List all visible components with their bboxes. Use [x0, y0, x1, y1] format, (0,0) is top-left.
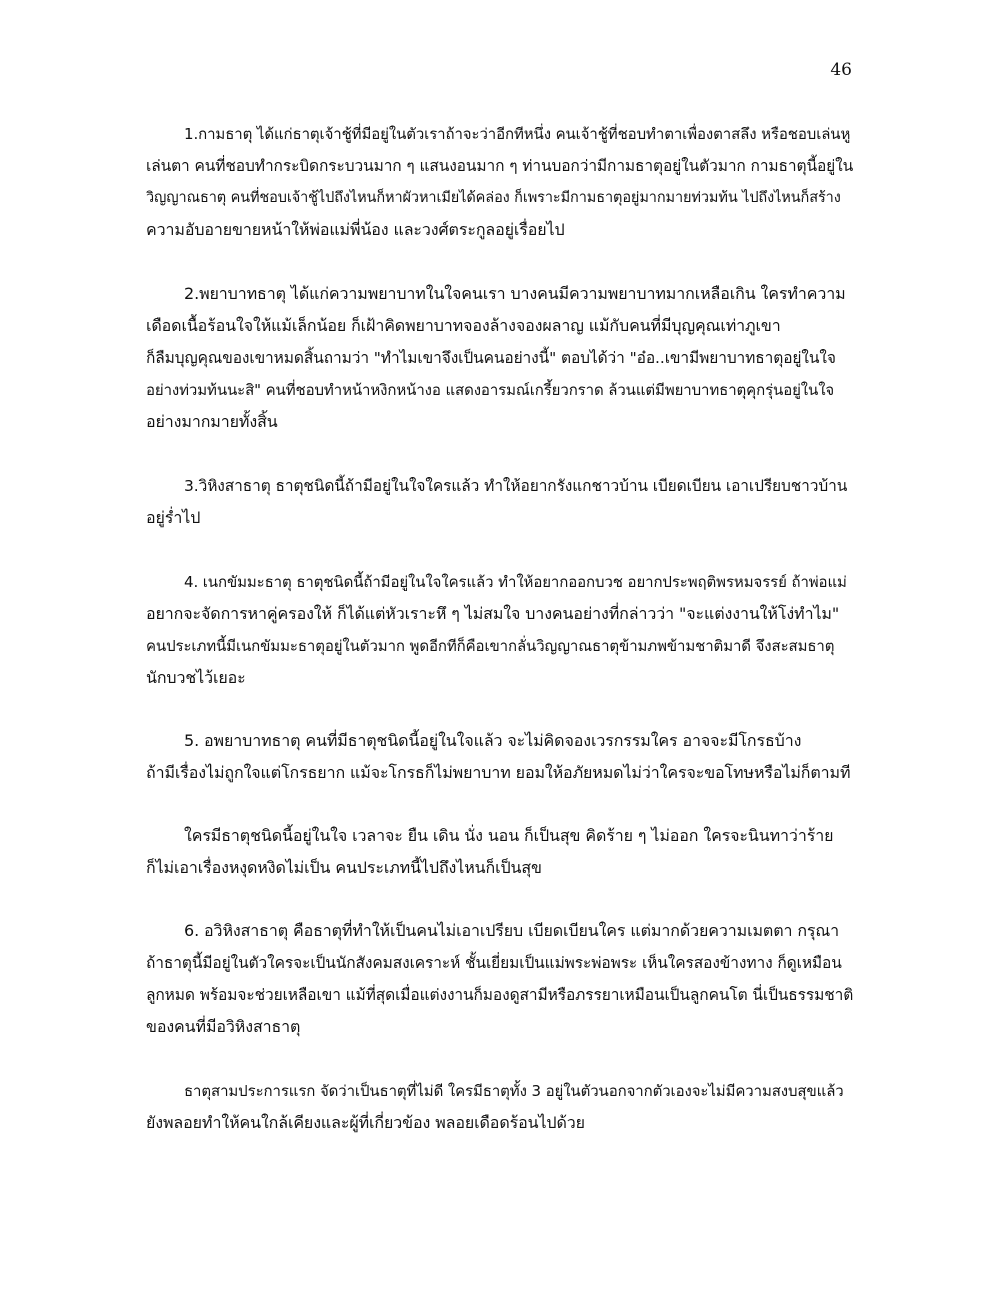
text-line: ก็ไม่เอาเรื่องหงุดหงิดไม่เป็น คนประเภทนี้ไปถึงไหนก็เป็นสุข: [146, 858, 542, 877]
text-line: อยู่ร่ำไป: [146, 508, 201, 527]
text-line: 2.พยาบาทธาตุ ได้แก่ความพยาบาทในใจคนเรา บางคนมีความพยาบาทมากเหลือเกิน ใครทำความ: [184, 284, 846, 303]
text-line: 1.กามธาตุ ได้แก่ธาตุเจ้าชู้ที่มีอยู่ในตัวเราถ้าจะว่าอีกทีหนึ่ง คนเจ้าชู้ที่ชอบทำตาเพื่องตาสลึง หรือชอบเล่นหู: [184, 125, 851, 143]
text-line: 6. อวิหิงสาธาตุ คือธาตุที่ทำให้เป็นคนไม่เอาเปรียบ เบียดเบียนใคร แต่มากด้วยความเมตตา กรุณา: [184, 921, 840, 940]
paragraph-apayabat-continued: [146, 820, 856, 884]
text-line: ธาตุสามประการแรก จัดว่าเป็นธาตุที่ไม่ดี ใครมีธาตุทั้ง 3 อยู่ในตัวนอกจากตัวเองจะไม่มีความสงบสุขแล้ว: [184, 1082, 844, 1100]
text-line: ถ้ามีเรื่องไม่ถูกใจแต่โกรธยาก แม้จะโกรธก็ไม่พยาบาท ยอมให้อภัยหมดไม่ว่าใครจะขอโทษหรือไม่ก็ตามที: [146, 763, 851, 782]
paragraph-summary: [146, 1075, 856, 1139]
paragraph-apayabat-dhatu: [146, 725, 856, 789]
text-line: ของคนที่มีอวิหิงสาธาตุ: [146, 1017, 301, 1036]
text-line: เล่นตา คนที่ชอบทำกระบิดกระบวนมาก ๆ แสนงอนมาก ๆ ท่านบอกว่ามีกามธาตุอยู่ในตัวมาก กามธาตุนี้อยู่ใน: [146, 157, 854, 175]
text-line: เดือดเนื้อร้อนใจให้แม้เล็กน้อย ก็เฝ้าคิดพยาบาทจองล้างจองผลาญ แม้กับคนที่มีบุญคุณเท่าภูเขา: [146, 316, 781, 335]
text-line: ถ้าธาตุนี้มีอยู่ในตัวใครจะเป็นนักสังคมสงเคราะห์ ชั้นเยี่ยมเป็นแม่พระพ่อพระ เห็นใครสองข้างทาง ก็ดูเหมือน: [146, 954, 842, 972]
page-number: 46: [830, 60, 852, 80]
paragraph-phayabat-dhatu: [146, 278, 856, 438]
text-line: ลูกหมด พร้อมจะช่วยเหลือเขา แม้ที่สุดเมื่อแต่งงานก็มองดูสามีหรือภรรยาเหมือนเป็นลูกคนโต นี่เป็นธรรมชาติ: [146, 986, 854, 1004]
text-line: ความอับอายขายหน้าให้พ่อแม่พี่น้อง และวงศ์ตระกูลอยู่เรื่อยไป: [146, 220, 565, 239]
text-line: คนประเภทนี้มีเนกขัมมะธาตุอยู่ในตัวมาก พูดอีกทีก็คือเขากลั่นวิญญาณธาตุข้ามภพข้ามชาติมาดี จึงสะสมธาตุ: [146, 637, 835, 655]
text-line: อย่างท่วมท้นนะสิ" คนที่ชอบทำหน้าหงิกหน้างอ แสดงอารมณ์เกรี้ยวกราด ล้วนแต่มีพยาบาทธาตุคุกรุ่นอยู่ในใจ: [146, 381, 835, 399]
text-line: ก็ลืมบุญคุณของเขาหมดสิ้นถามว่า "ทำไมเขาจึงเป็นคนอย่างนี้" ตอบได้ว่า "อ๋อ..เขามีพยาบาทธาตุอยู่ในใจ: [146, 349, 836, 367]
text-line: วิญญาณธาตุ คนที่ชอบเจ้าชู้ไปถึงไหนก็หาผัวหาเมียได้คล่อง ก็เพราะมีกามธาตุอยู่มากมายท่วมท้น ไปถึงไหนก็สร้าง: [146, 190, 841, 206]
text-line: 4. เนกขัมมะธาตุ ธาตุชนิดนี้ถ้ามีอยู่ในใจใครแล้ว ทำให้อยากออกบวช อยากประพฤติพรหมจรรย์ ถ้าพ่อแม่: [184, 573, 847, 591]
text-line: 5. อพยาบาทธาตุ คนที่มีธาตุชนิดนี้อยู่ในใจแล้ว จะไม่คิดจองเวรกรรมใคร อาจจะมีโกรธบ้าง: [184, 731, 802, 750]
paragraph-vihimsa-dhatu: [146, 470, 856, 534]
text-line: อย่างมากมายทั้งสิ้น: [146, 412, 278, 431]
text-line: 3.วิหิงสาธาตุ ธาตุชนิดนี้ถ้ามีอยู่ในใจใครแล้ว ทำให้อยากรังแกชาวบ้าน เบียดเบียน เอาเปรียบชาวบ้าน: [184, 477, 848, 495]
text-line: นักบวชไว้เยอะ: [146, 668, 246, 687]
text-line: ใครมีธาตุชนิดนี้อยู่ในใจ เวลาจะ ยืน เดิน นั่ง นอน ก็เป็นสุข คิดร้าย ๆ ไม่ออก ใครจะนินทาว่าร้าย: [184, 826, 834, 845]
text-line: อยากจะจัดการหาคู่ครองให้ ก็ได้แต่หัวเราะหึ ๆ ไม่สมใจ บางคนอย่างที่กล่าวว่า "จะแต่งงานให้โง่ทำไม": [146, 604, 840, 623]
paragraph-nekkhamma-dhatu: [146, 566, 856, 694]
paragraph-avihimsa-dhatu: [146, 915, 856, 1043]
paragraph-kama-dhatu: [146, 118, 856, 246]
text-line: ยังพลอยทำให้คนใกล้เคียงและผู้ที่เกี่ยวข้อง พลอยเดือดร้อนไปด้วย: [146, 1113, 585, 1132]
